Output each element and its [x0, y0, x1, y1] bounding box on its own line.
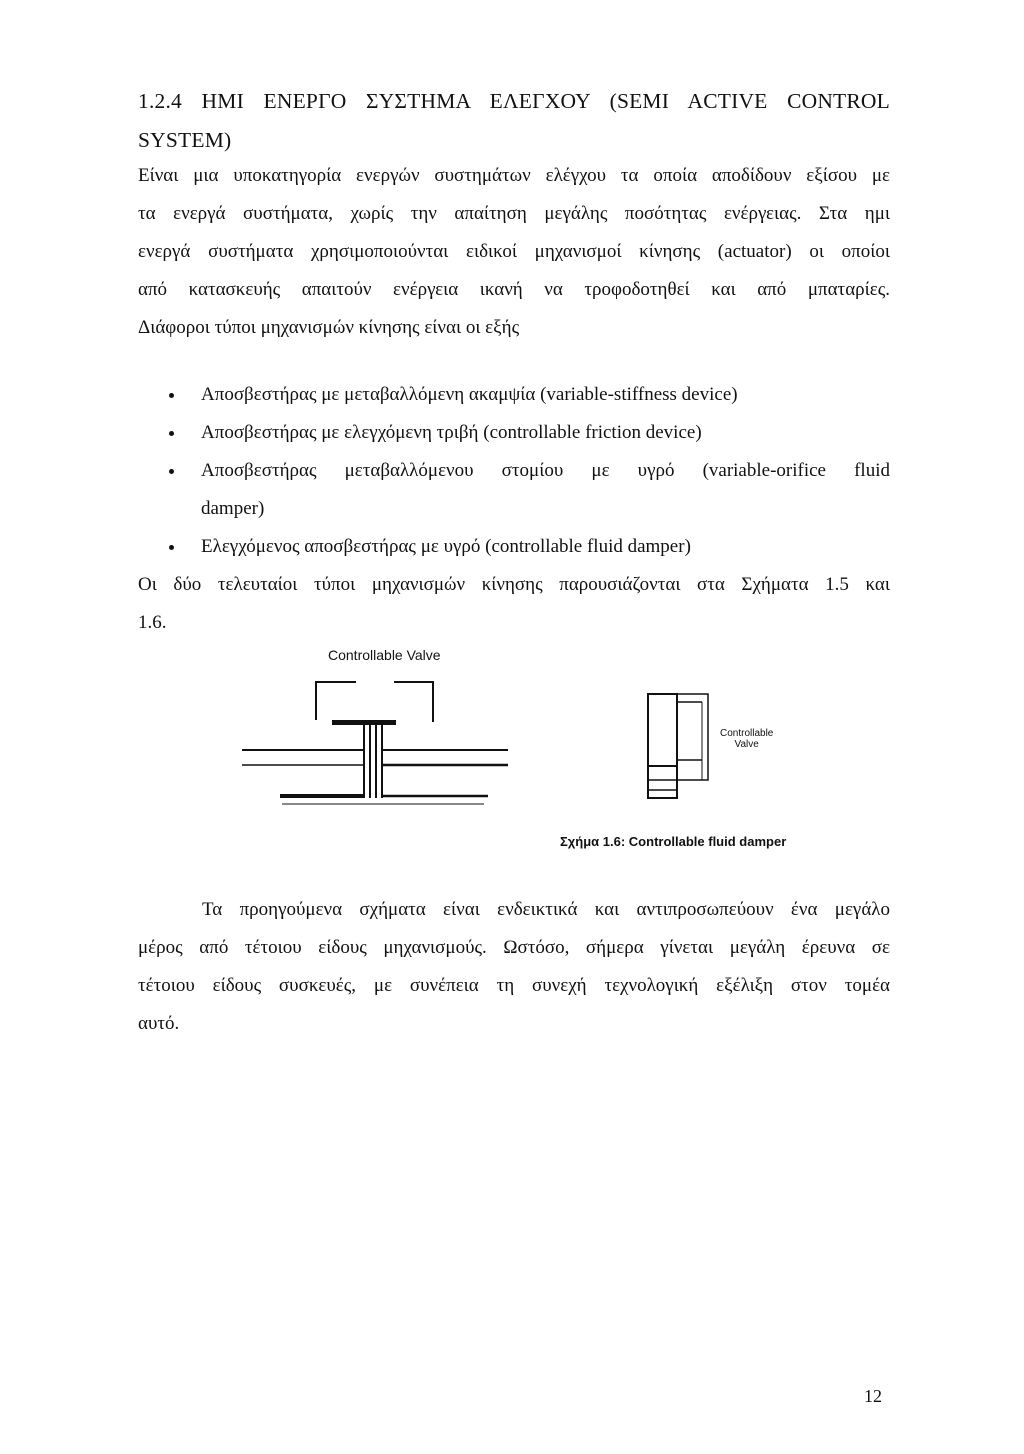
page-number: 12	[864, 1386, 882, 1406]
figure-top-label: Controllable Valve	[328, 647, 441, 663]
paragraph-line: αυτό.	[138, 1013, 180, 1034]
piston-head	[332, 720, 396, 725]
list-item	[165, 376, 890, 414]
figure-caption: Σχήμα 1.6: Controllable fluid damper	[560, 834, 787, 849]
paragraph-line: Οι δύο τελευταίοι τύποι μηχανισμών κίνησης παρουσιάζονται στα Σχήματα 1.5 και	[138, 574, 890, 595]
paragraph-line: Είναι μια υποκατηγορία ενεργών συστημάτων ελέγχου τα οποία αποδίδουν εξίσου με	[138, 165, 890, 186]
valve-bracket	[316, 682, 433, 722]
list-item	[165, 528, 890, 566]
summary-paragraph	[138, 566, 890, 642]
list-item-text: Αποσβεστήρας μεταβαλλόμενου στομίου με υγρό (variable-orifice fluid	[201, 460, 890, 481]
paragraph-line: από κατασκευής απαιτούν ενέργεια ικανή να τροφοδοτηθεί και από μπαταρίες.	[138, 279, 890, 300]
piston-rod	[364, 725, 382, 798]
list-item	[165, 452, 890, 528]
section-heading	[138, 82, 890, 160]
section-heading-line-1: 1.2.4 ΗΜΙ ΕΝΕΡΓΟ ΣΥΣΤΗΜΑ ΕΛΕΓΧΟΥ (SEMI ACTIVE CONTROL	[138, 89, 890, 113]
figure-side-label-line-2: Valve	[734, 739, 759, 750]
list-item-continuation: damper)	[201, 498, 265, 519]
intro-paragraph	[138, 157, 890, 347]
figure-side-label-line-1: Controllable	[720, 728, 774, 739]
paragraph-line: τέτοιου είδους συσκευές, με συνέπεια τη συνεχή τεχνολογική εξέλιξη στον τομέα	[138, 975, 890, 996]
list-item-text: Αποσβεστήρας με ελεγχόμενη τριβή (controllable friction device)	[201, 422, 702, 443]
damper-diagram	[236, 640, 836, 860]
paragraph-line: Τα προηγούμενα σχήματα είναι ενδεικτικά και αντιπροσωπεύουν ένα μεγάλο	[202, 899, 890, 920]
actuator-types-list	[165, 376, 890, 566]
list-item-text: Αποσβεστήρας με μεταβαλλόμενη ακαμψία (variable-stiffness device)	[201, 384, 738, 405]
figure-side-label	[720, 728, 773, 750]
closing-paragraph	[138, 891, 890, 1043]
small-damper-schematic	[648, 694, 708, 798]
list-item	[165, 414, 890, 452]
list-item-text: Ελεγχόμενος αποσβεστήρας με υγρό (controllable fluid damper)	[201, 536, 691, 557]
paragraph-line: 1.6.	[138, 612, 167, 633]
paragraph-line: ενεργά συστήματα χρησιμοποιούνται ειδικοί μηχανισμοί κίνησης (actuator) οι οποίοι	[138, 241, 890, 262]
paragraph-line: τα ενεργά συστήματα, χωρίς την απαίτηση μεγάλης ποσότητας ενέργειας. Στα ημι	[138, 203, 890, 224]
damper-figure	[236, 640, 836, 860]
paragraph-line: μέρος από τέτοιου είδους μηχανισμούς. Ωστόσο, σήμερα γίνεται μεγάλη έρευνα σε	[138, 937, 890, 958]
paragraph-line: Διάφοροι τύποι μηχανισμών κίνησης είναι οι εξής	[138, 317, 520, 338]
section-heading-line-2: SYSTEM)	[138, 128, 232, 152]
